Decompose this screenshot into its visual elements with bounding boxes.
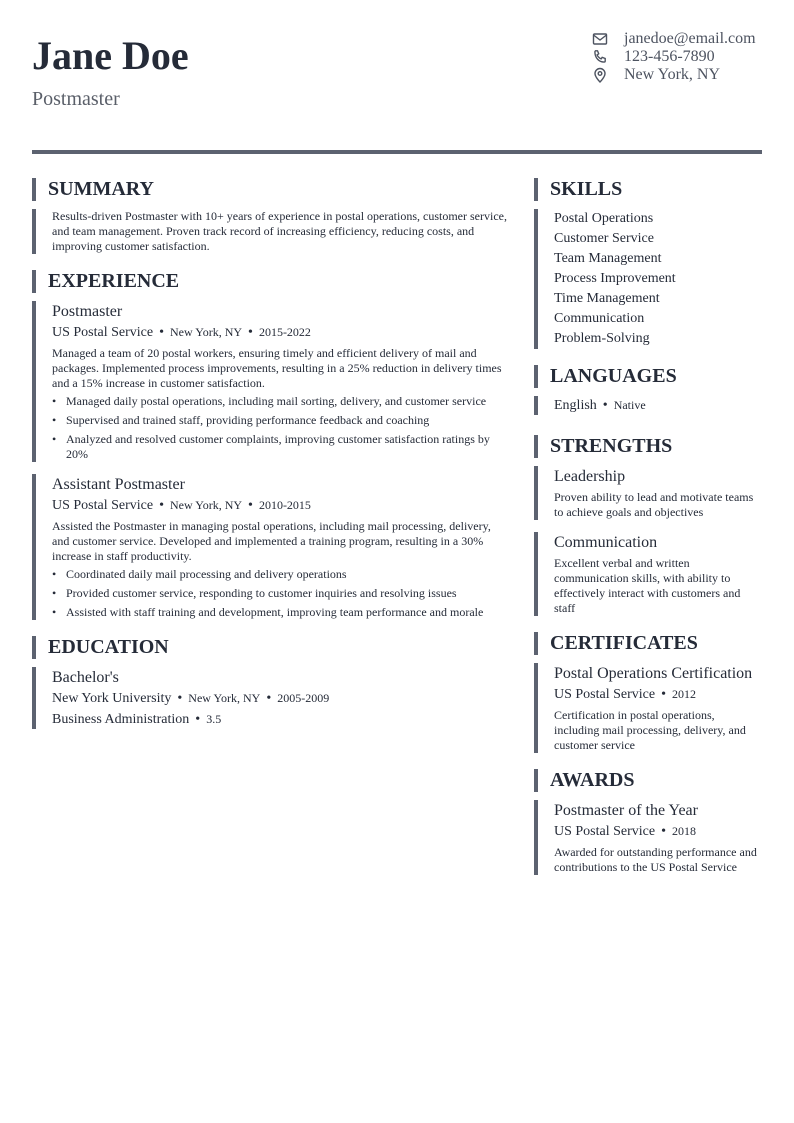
language-level: Native (613, 398, 646, 412)
right-column (534, 178, 762, 875)
award-meta: US Postal Service • 2018 (554, 824, 697, 839)
degree: Bachelor's (52, 669, 119, 686)
list-item: • Analyzed and resolved customer complaints, improving customer satisfaction ratings by 20% (52, 432, 507, 462)
skill-item: Communication (554, 311, 645, 326)
resume-header (32, 30, 762, 130)
section-title-languages: LANGUAGES (534, 365, 762, 388)
section-title-certificates: CERTIFICATES (534, 632, 762, 655)
strength-title: Communication (554, 534, 658, 551)
certificate-year: 2012 (672, 687, 697, 701)
list-item: • Coordinated daily mail processing and delivery operations (52, 567, 507, 582)
skill-item: Time Management (554, 291, 660, 306)
job-location: New York, NY (170, 498, 243, 512)
certificate-title: Postal Operations Certification (554, 665, 753, 682)
section-title-awards: AWARDS (534, 769, 762, 792)
job-company: US Postal Service (52, 498, 154, 513)
job-dates: 2010-2015 (258, 498, 311, 512)
phone-icon (592, 49, 624, 65)
section-title-skills: SKILLS (534, 178, 762, 201)
list-item: • Assisted with staff training and development, improving team performance and morale (52, 605, 507, 620)
skill-item: Team Management (554, 251, 662, 266)
certificate-item (534, 663, 762, 753)
mail-icon (592, 31, 624, 47)
contact-email-row (592, 30, 762, 48)
contact-phone-row (592, 48, 762, 66)
award-year: 2018 (672, 824, 697, 838)
skill-item: Postal Operations (554, 211, 654, 226)
school-location: New York, NY (188, 691, 261, 705)
list-item: • Supervised and trained staff, providing performance feedback and coaching (52, 413, 507, 428)
languages-block: English • Native (534, 396, 762, 415)
job-meta: US Postal Service • New York, NY • 2010-2015 (52, 498, 311, 513)
certificate-issuer: US Postal Service (554, 687, 656, 702)
school-name: New York University (52, 691, 172, 706)
job-location: New York, NY (170, 325, 243, 339)
certificate-meta: US Postal Service • 2012 (554, 687, 697, 702)
strength-text: Proven ability to lead and motivate teams to achieve goals and objectives (554, 490, 754, 519)
job-title: Assistant Postmaster (52, 476, 185, 493)
skill-item: Customer Service (554, 231, 654, 246)
job-meta: US Postal Service • New York, NY • 2015-2022 (52, 325, 311, 340)
strength-title: Leadership (554, 468, 626, 485)
education-block (32, 667, 507, 729)
job-bullets (52, 567, 507, 620)
certificate-text: Certification in postal operations, including mail processing, delivery, and customer service (554, 708, 746, 752)
award-item (534, 800, 762, 875)
list-item: • Managed daily postal operations, including mail sorting, delivery, and customer service (52, 394, 507, 409)
section-title-summary: SUMMARY (32, 178, 507, 201)
section-title-experience: EXPERIENCE (32, 270, 507, 293)
skill-item: Problem-Solving (554, 331, 650, 346)
contact-phone[interactable]: 123-456-7890 (624, 48, 715, 65)
candidate-name: Jane Doe (32, 33, 189, 78)
contact-location: New York, NY (624, 66, 721, 83)
gpa: 3.5 (206, 712, 222, 726)
award-text: Awarded for outstanding performance and contributions to the US Postal Service (554, 845, 757, 874)
language-name: English (554, 398, 597, 413)
award-title: Postmaster of the Year (554, 802, 698, 819)
job-bullets (52, 394, 507, 462)
strength-text: Excellent verbal and written communication skills, with ability to effectively interact with customers and staff (554, 556, 741, 615)
job-description: Assisted the Postmaster in managing postal operations, including mail processing, delivery, and customer service. Developed and implemented a training program, resulting in a 30% increase in staff productivity. (52, 519, 491, 563)
list-item: • Provided customer service, responding to customer inquiries and resolving issues (52, 586, 507, 601)
contact-email[interactable]: janedoe@email.com (624, 30, 756, 47)
experience-item (32, 474, 507, 620)
location-pin-icon (592, 67, 624, 83)
field-of-study: Business Administration (52, 712, 190, 727)
job-company: US Postal Service (52, 325, 154, 340)
summary-block (32, 209, 507, 254)
candidate-title: Postmaster (32, 88, 120, 110)
job-description: Managed a team of 20 postal workers, ensuring timely and efficient delivery of mail and packages. Implemented process improvements, resulting in a 25% reduction in delivery times and a 15% increase in customer satisfaction. (52, 346, 502, 390)
experience-item (32, 301, 507, 462)
summary-text: Results-driven Postmaster with 10+ years of experience in postal operations, customer service, and team management. Proven track record of increasing efficiency, reducing costs, and improving customer satisfaction. (52, 209, 507, 253)
section-title-strengths: STRENGTHS (534, 435, 762, 458)
award-issuer: US Postal Service (554, 824, 656, 839)
left-column (32, 178, 507, 729)
education-dates: 2005-2009 (277, 691, 330, 705)
strength-item (534, 466, 762, 520)
skills-block (534, 209, 762, 349)
section-title-education: EDUCATION (32, 636, 507, 659)
education-meta: New York University • New York, NY • 2005-2009 (52, 691, 330, 706)
education-field-row: Business Administration • 3.5 (52, 712, 222, 727)
job-title: Postmaster (52, 303, 123, 320)
contact-info (592, 30, 762, 84)
job-dates: 2015-2022 (258, 325, 311, 339)
header-divider (32, 150, 762, 154)
skill-item: Process Improvement (554, 271, 676, 286)
strength-item (534, 532, 762, 616)
contact-location-row (592, 66, 762, 84)
